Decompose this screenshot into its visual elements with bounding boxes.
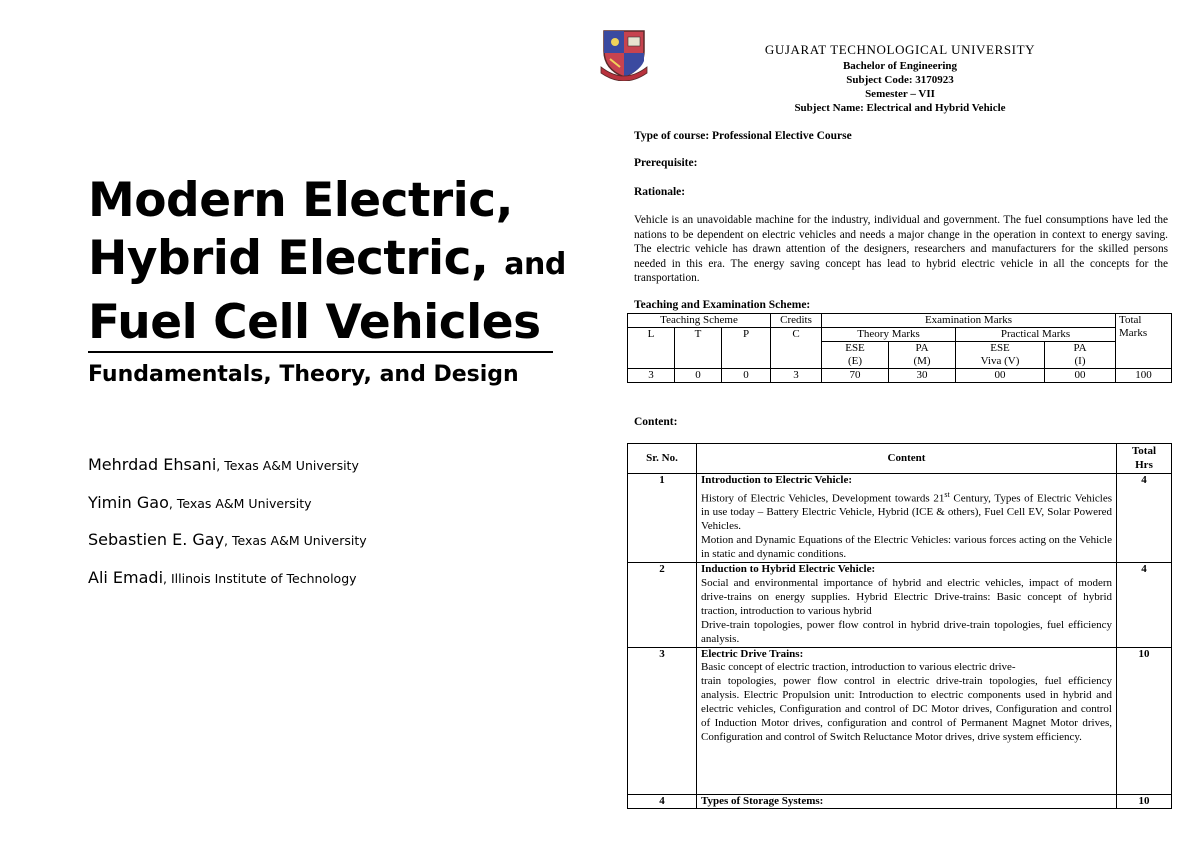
table-row: [628, 563, 1172, 647]
book-subtitle: Fundamentals, Theory, and Design: [88, 362, 519, 387]
row-body: Drive-train topologies, power flow control in hybrid drive-train topologies, fuel efficiency analysis.: [701, 618, 1112, 645]
content-header-cell: Total Hrs: [1117, 444, 1172, 474]
scheme-header-cell: PA (I): [1045, 342, 1116, 369]
row-content: [697, 474, 1117, 563]
scheme-header-cell: Teaching Scheme: [628, 314, 771, 328]
content-header-cell: Sr. No.: [628, 444, 697, 474]
author-item: Sebastien E. Gay, Texas A&M University: [88, 530, 367, 549]
rationale-text: Vehicle is an unavoidable machine for the industry, individual and government. The fuel consumptions have led the nations to be dependent on electric vehicles and needs a major change in the operation in context to energy saving. The electric vehicle has drawn attention of the designers, researchers and manufacturers for the skilled persons needed in this era. The energy saving concept has lead to hybrid electric vehicle in all the concepts for the transportation.: [634, 214, 1168, 284]
scheme-value-cell: 30: [889, 369, 956, 383]
content-heading: Content:: [634, 416, 678, 428]
rationale-heading: Rationale:: [634, 186, 686, 198]
row-content: [697, 794, 1117, 809]
scheme-header-cell: L: [628, 328, 675, 369]
title-line-1: Modern Electric,: [88, 173, 514, 228]
scheme-value-cell: 0: [722, 369, 771, 383]
degree: Bachelor of Engineering: [842, 60, 958, 72]
table-row: [628, 794, 1172, 809]
author-item: Mehrdad Ehsani, Texas A&M University: [88, 455, 359, 474]
scheme-header-cell: P: [722, 328, 771, 369]
row-title: Induction to Hybrid Electric Vehicle:: [701, 563, 876, 576]
row-number: 4: [628, 794, 697, 809]
row-title: Introduction to Electric Vehicle:: [701, 474, 853, 486]
scheme-header-cell: C: [771, 328, 822, 369]
row-title: Electric Drive Trains:: [701, 647, 804, 660]
book-cover: [0, 0, 590, 849]
row-body: train topologies, power flow control in electric drive-train topologies, fuel efficiency analysis. Electric Propulsion unit: Introduction to electric components used in hybrid and electric vehicles, Configuration and control of DC Motor drives, Configuration and control of Induction Motor drives, configuration and control of Permanent Magnet Motor drives, Configuration and control of Switch Reluctance Motor drives, drive system efficiency.: [701, 675, 1112, 743]
scheme-header-cell: ESE Viva (V): [956, 342, 1045, 369]
title-and: and: [504, 247, 566, 282]
semester: Semester – VII: [865, 88, 935, 100]
row-number: 2: [628, 563, 697, 647]
type-of-course: Type of course: Professional Elective Course: [634, 130, 852, 142]
title-rule: [88, 351, 553, 353]
scheme-value-cell: 3: [628, 369, 675, 383]
scheme-header-cell: Credits: [771, 314, 822, 328]
scheme-value-cell: 70: [822, 369, 889, 383]
syllabus-page: [590, 0, 1200, 849]
row-number: 3: [628, 647, 697, 794]
content-table: [627, 443, 1172, 809]
scheme-header-cell: ESE (E): [822, 342, 889, 369]
row-hours: 4: [1117, 563, 1172, 647]
prerequisite-heading: Prerequisite:: [634, 157, 698, 169]
row-hours: 10: [1117, 647, 1172, 794]
scheme-header-cell: Theory Marks: [822, 328, 956, 342]
scheme-table: [627, 313, 1172, 383]
scheme-header-cell: Examination Marks: [822, 314, 1116, 328]
row-content: [697, 563, 1117, 647]
author-item: Ali Emadi, Illinois Institute of Technology: [88, 567, 357, 587]
table-row: [628, 647, 1172, 794]
scheme-value-cell: 00: [1045, 369, 1116, 383]
content-header-cell: Content: [697, 444, 1117, 474]
book-title: [88, 172, 568, 352]
title-line-3: Fuel Cell Vehicles: [88, 295, 541, 350]
row-title: Types of Storage Systems:: [701, 794, 824, 807]
author-affiliation: , Texas A&M University: [168, 495, 312, 511]
subject-name: Subject Name: Electrical and Hybrid Vehicle: [794, 102, 1006, 114]
author-affiliation: , Texas A&M University: [224, 533, 367, 548]
scheme-header-cell: T: [675, 328, 722, 369]
row-hours: 4: [1117, 474, 1172, 563]
author-item: Yimin Gao, Texas A&M University: [88, 492, 312, 512]
scheme-value-cell: 100: [1116, 369, 1172, 383]
scheme-value-cell: 3: [771, 369, 822, 383]
scheme-heading: Teaching and Examination Scheme:: [634, 299, 811, 311]
scheme-value-cell: 00: [956, 369, 1045, 383]
scheme-value-cell: 0: [675, 369, 722, 383]
author-affiliation: , Texas A&M University: [216, 458, 359, 473]
row-content: [697, 647, 1117, 794]
row-number: 1: [628, 474, 697, 563]
author-affiliation: , Illinois Institute of Technology: [163, 570, 357, 586]
row-body: Basic concept of electric traction, introduction to various electric drive-: [701, 661, 1016, 674]
table-row: [628, 474, 1172, 563]
university-logo-icon: [598, 27, 650, 81]
author-list: [88, 455, 367, 605]
scheme-header-cell: Practical Marks: [956, 328, 1116, 342]
row-body: Social and environmental importance of hybrid and electric vehicles, impact of modern drive-trains on energy supplies. Hybrid Electric Drive-trains: Basic concept of hybrid traction, introduction to various hybrid: [701, 577, 1112, 617]
title-line-2: Hybrid Electric, and: [88, 231, 566, 286]
row-hours: 10: [1117, 794, 1172, 809]
subject-code: Subject Code: 3170923: [846, 74, 954, 86]
scheme-header-cell: Total Marks: [1116, 314, 1172, 369]
university-name: GUJARAT TECHNOLOGICAL UNIVERSITY: [764, 42, 1036, 57]
scheme-header-cell: PA (M): [889, 342, 956, 369]
row-body: Motion and Dynamic Equations of the Electric Vehicles: various forces acting on the Vehicle in static and dynamic conditions.: [701, 534, 1112, 561]
row-body: History of Electric Vehicles, Development towards 21st Century, Types of Electric Vehicles in use today – Battery Electric Vehicle, Hybrid (ICE & others), Fuel Cell EV, Solar Powered Vehicles.: [701, 489, 1112, 533]
